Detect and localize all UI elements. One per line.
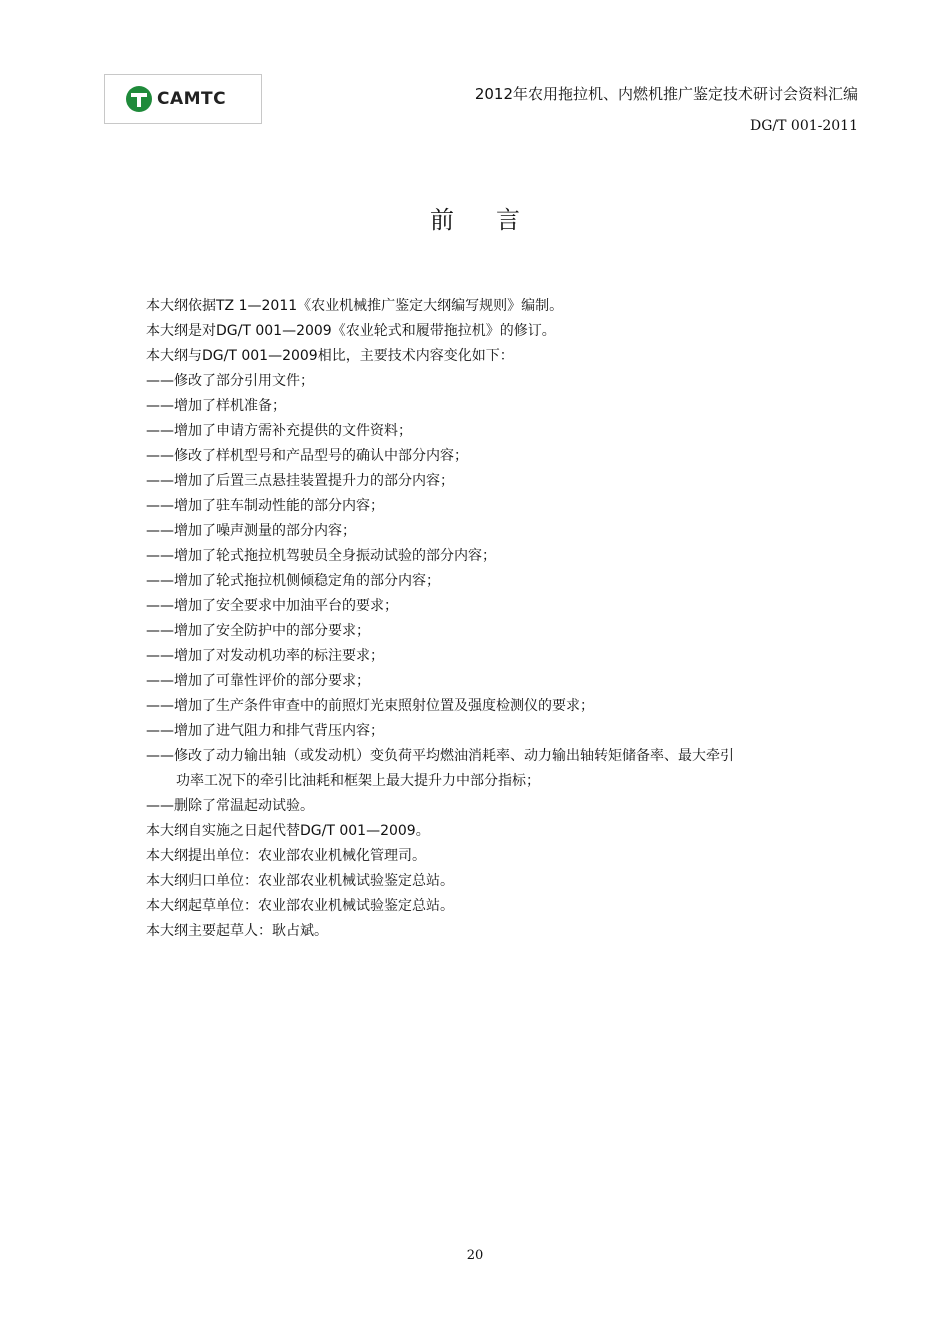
list-item: ——增加了轮式拖拉机驾驶员全身振动试验的部分内容；: [146, 548, 496, 564]
list-item: ——增加了生产条件审查中的前照灯光束照射位置及强度检测仪的要求；: [146, 698, 594, 714]
list-item: ——修改了部分引用文件；: [146, 373, 314, 389]
document-code: DG/T 001-2011: [750, 118, 858, 134]
logo-text: CAMTC: [157, 89, 227, 109]
foreword-content: [146, 294, 858, 944]
list-item: ——增加了噪声测量的部分内容；: [146, 523, 356, 539]
header-title: 2012年农用拖拉机、内燃机推广鉴定技术研讨会资料汇编: [474, 85, 858, 103]
list-item: ——增加了安全要求中加油平台的要求；: [146, 598, 398, 614]
text-line: 本大纲是对DG/T 001—2009《农业轮式和履带拖拉机》的修订。: [146, 323, 556, 339]
list-item: ——增加了轮式拖拉机侧倾稳定角的部分内容；: [146, 573, 440, 589]
text-line: 本大纲起草单位：农业部农业机械试验鉴定总站。: [146, 898, 454, 914]
page-heading: 前言: [430, 206, 562, 234]
camtc-logo-icon: [125, 85, 153, 113]
list-item: ——增加了后置三点悬挂装置提升力的部分内容；: [146, 473, 454, 489]
list-item: ——增加了样机准备；: [146, 398, 286, 414]
list-item-wrapped: ——修改了动力输出轴（或发动机）变负荷平均燃油消耗率、动力输出轴转矩储备率、最大牵引: [146, 748, 734, 764]
logo: [104, 74, 262, 124]
text-line: 本大纲提出单位：农业部农业机械化管理司。: [146, 848, 426, 864]
text-line: 本大纲与DG/T 001—2009相比，主要技术内容变化如下：: [146, 348, 514, 364]
list-item: ——增加了驻车制动性能的部分内容；: [146, 498, 384, 514]
list-item-continuation: 功率工况下的牵引比油耗和框架上最大提升力中部分指标；: [176, 773, 540, 789]
page-number: 20: [466, 1248, 484, 1263]
list-item: ——修改了样机型号和产品型号的确认中部分内容；: [146, 448, 468, 464]
text-line: 本大纲自实施之日起代替DG/T 001—2009。: [146, 823, 430, 839]
list-item: ——增加了申请方需补充提供的文件资料；: [146, 423, 412, 439]
text-line: 本大纲依据TZ 1—2011《农业机械推广鉴定大纲编写规则》编制。: [146, 298, 564, 314]
list-item: ——删除了常温起动试验。: [146, 798, 314, 814]
list-item: ——增加了可靠性评价的部分要求；: [146, 673, 370, 689]
list-item: ——增加了进气阻力和排气背压内容；: [146, 723, 384, 739]
text-line: 本大纲主要起草人：耿占斌。: [146, 923, 328, 939]
text-line: 本大纲归口单位：农业部农业机械试验鉴定总站。: [146, 873, 454, 889]
list-item: ——增加了对发动机功率的标注要求；: [146, 648, 384, 664]
list-item: ——增加了安全防护中的部分要求；: [146, 623, 370, 639]
